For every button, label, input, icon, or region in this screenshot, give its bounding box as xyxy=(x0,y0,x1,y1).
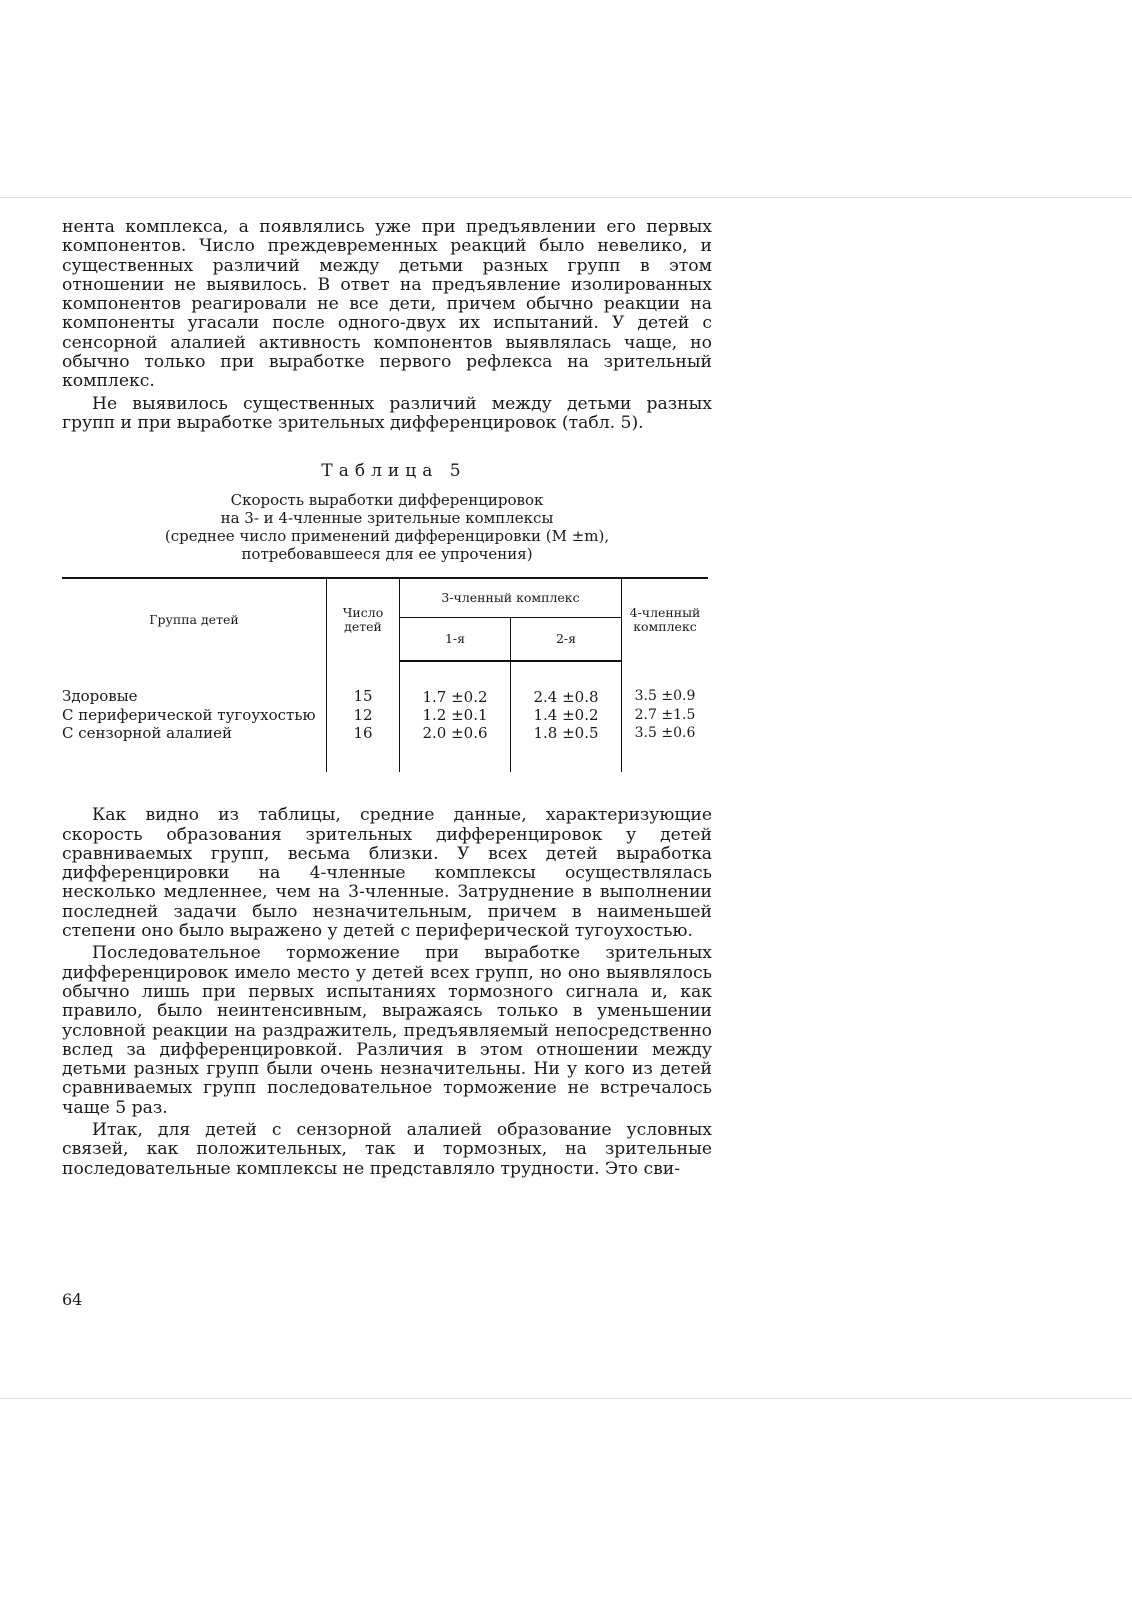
results-table xyxy=(62,577,708,772)
cell-count: 12 xyxy=(327,706,400,724)
table-title-line-3: (среднее число применений дифференцировки (M ±m), xyxy=(164,527,610,546)
cell-three-first: 1.7 ±0.2 xyxy=(400,661,511,706)
header-three-member: 3-членный комплекс xyxy=(400,578,622,618)
cell-three-second: 2.4 ±0.8 xyxy=(511,661,622,706)
table-caption: Таблица 5 xyxy=(321,461,467,482)
header-three-second: 2-я xyxy=(511,618,622,662)
header-four-member: 4-членный комплекс xyxy=(622,578,709,661)
page-number: 64 xyxy=(62,1290,83,1309)
cell-four-member: 3.5 ±0.6 xyxy=(634,725,696,742)
table-row xyxy=(62,661,708,706)
table-title-line-4: потребовавшееся для ее упрочения) xyxy=(241,545,533,564)
cell-three-second: 1.8 ±0.5 xyxy=(511,724,622,772)
header-count: Число детей xyxy=(327,578,400,661)
cell-group: С периферической тугоухостью xyxy=(62,706,327,724)
table-title xyxy=(62,491,712,563)
table-row xyxy=(62,724,708,772)
header-three-first: 1-я xyxy=(400,618,511,662)
paragraph-3: Как видно из таблицы, средние данные, характеризующие скорость образования зрительных дифференцировок у детей сравниваемых групп, весьма близки. У всех детей выработка дифференцировки на 4-членные комплексы осуществлялась несколько медленнее, чем на 3-членные. Затруднение в выполнении последней задачи было незначительным, причем в наименьшей степени оно было выражено у детей с периферической тугоухостью. xyxy=(62,805,712,942)
cell-count: 16 xyxy=(327,724,400,772)
paragraph-1: нента комплекса, а появлялись уже при предъявлении его первых компонентов. Число преждевременных реакций было невелико, и существенных различий между детьми разных групп в этом отношении не выявилось. В ответ на предъявление изолированных компонентов реагировали не все дети, причем обычно реакции на компоненты угасали после одного-двух их испытаний. У детей с сенсорной алалией активность компонентов выявлялась чаще, но обычно только при выработке первого рефлекса на зрительный комплекс. xyxy=(62,217,712,392)
table-title-line-2: на 3- и 4-членные зрительные комплексы xyxy=(220,509,554,528)
paragraph-4: Последовательное торможение при выработке зрительных дифференцировок имело место у детей всех групп, но оно выявлялось обычно лишь при первых испытаниях тормозного сигнала и, как правило, было неинтенсивным, выражаясь только в уменьшении условной реакции на раздражитель, предъявляемый непосредственно вслед за дифференцировкой. Различия в этом отношении между детьми разных групп были очень незначительны. Ни у кого из детей сравниваемых групп последовательное торможение не встречалось чаще 5 раз. xyxy=(62,943,712,1118)
scan-top-edge xyxy=(0,197,1132,198)
paragraph-2: Не выявилось существенных различий между детьми разных групп и при выработке зрительных дифференцировок (табл. 5). xyxy=(62,393,712,433)
header-group: Группа детей xyxy=(62,578,327,661)
text-after-table xyxy=(62,806,712,1179)
cell-three-first: 2.0 ±0.6 xyxy=(400,724,511,772)
scan-bottom-edge xyxy=(0,1398,1132,1399)
cell-four-member: 3.5 ±0.9 xyxy=(634,688,696,705)
cell-count: 15 xyxy=(327,661,400,706)
table-row xyxy=(62,706,708,724)
cell-group: С сензорной алалией xyxy=(62,724,327,772)
paragraph-5: Итак, для детей с сензорной алалией образование условных связей, как положительных, так и тормозных, на зрительные последовательные комплексы не представляло трудности. Это сви- xyxy=(62,1120,712,1179)
cell-three-first: 1.2 ±0.1 xyxy=(400,706,511,724)
cell-four-member: 2.7 ±1.5 xyxy=(634,707,696,724)
book-page xyxy=(62,218,712,1179)
table-title-line-1: Скорость выработки дифференцировок xyxy=(230,491,544,510)
cell-three-second: 1.4 ±0.2 xyxy=(511,706,622,724)
cell-group: Здоровые xyxy=(62,661,327,706)
